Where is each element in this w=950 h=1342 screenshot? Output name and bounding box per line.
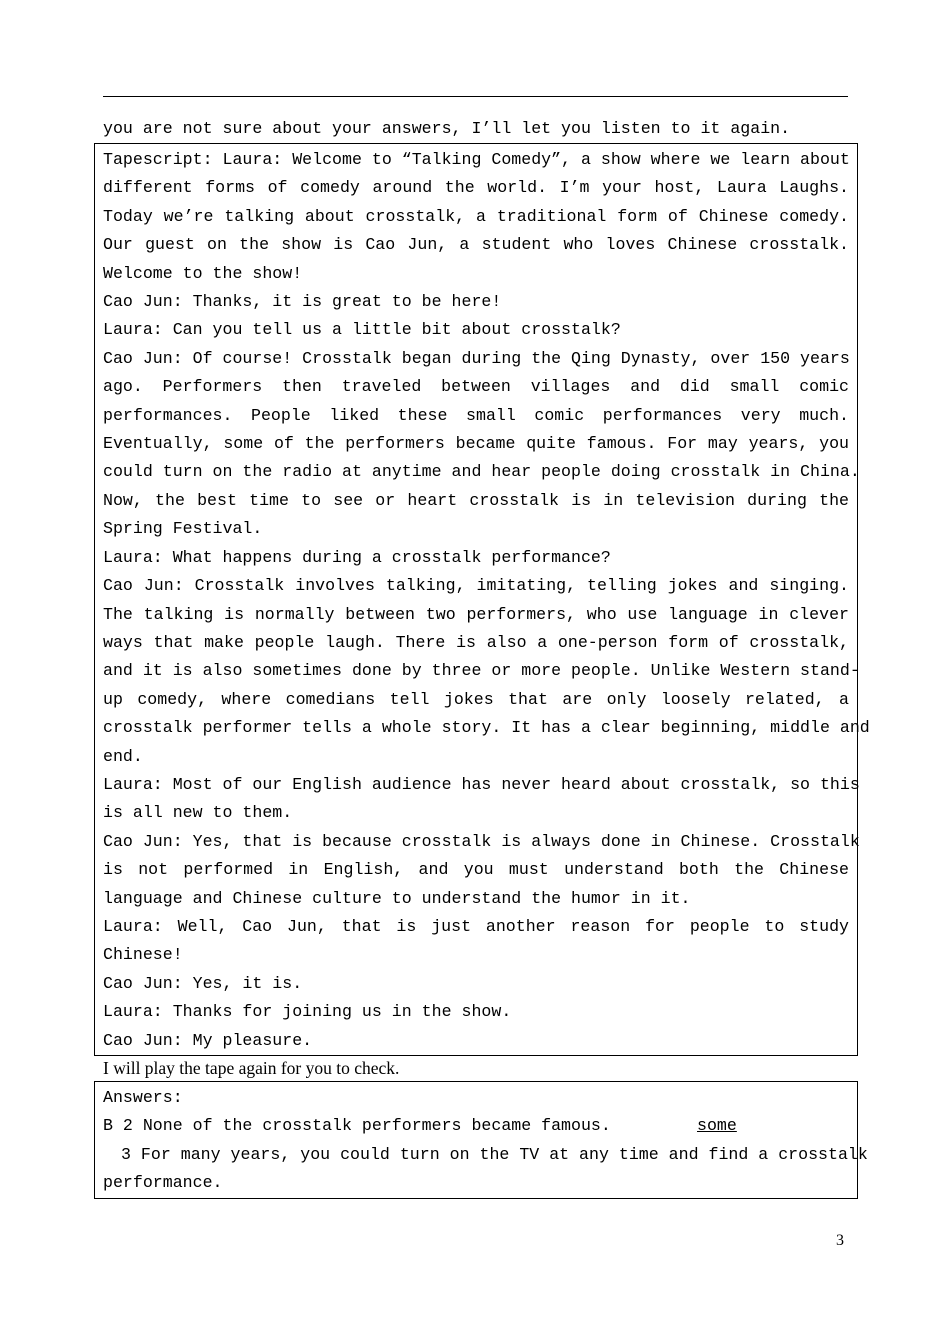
tapescript-line: Laura: Well, Cao Jun, that is just another reason for people to study <box>103 916 849 936</box>
replay-instruction: I will play the tape again for you to check. <box>103 1058 400 1078</box>
tapescript-line: Laura: Can you tell us a little bit about crosstalk? <box>103 320 621 340</box>
tapescript-line: could turn on the radio at anytime and hear people doing crosstalk in China. <box>103 462 860 482</box>
tapescript-line: different forms of comedy around the world. I’m your host, Laura Laughs. <box>103 178 849 198</box>
tapescript-line: performances. People liked these small comic performances very much. <box>103 405 849 425</box>
tapescript-line: ways that make people laugh. There is also a one-person form of crosstalk, <box>103 632 849 652</box>
tapescript-line: Now, the best time to see or heart crosstalk is in television during the <box>103 490 849 510</box>
tapescript-line: is not performed in English, and you must understand both the Chinese <box>103 860 849 880</box>
tapescript-line: Spring Festival. <box>103 519 263 539</box>
tapescript-line: Chinese! <box>103 945 183 965</box>
answers-label: Answers: <box>103 1088 183 1107</box>
tapescript-line: The talking is normally between two performers, who use language in clever <box>103 604 849 624</box>
tapescript-line: language and Chinese culture to understand the humor in it. <box>103 888 691 908</box>
answer-line-2: 3 For many years, you could turn on the TV at any time and find a crosstalk <box>121 1144 868 1164</box>
tapescript-line: Tapescript: Laura: Welcome to “Talking Comedy”, a show where we learn about <box>103 150 850 169</box>
tapescript-line: Today we’re talking about crosstalk, a traditional form of Chinese comedy. <box>103 206 849 226</box>
tapescript-line: Eventually, some of the performers became quite famous. For may years, you <box>103 434 849 454</box>
tapescript-line: and it is also sometimes done by three or more people. Unlike Western stand- <box>103 661 860 681</box>
tapescript-line: Cao Jun: Yes, that is because crosstalk is always done in Chinese. Crosstalk <box>103 831 860 851</box>
header-rule <box>103 96 848 97</box>
tapescript-line: is all new to them. <box>103 803 293 823</box>
tapescript-line: Cao Jun: Thanks, it is great to be here! <box>103 292 502 312</box>
tapescript-line: Cao Jun: Of course! Crosstalk began during the Qing Dynasty, over 150 years <box>103 348 850 368</box>
tapescript-line: Laura: Most of our English audience has never heard about crosstalk, so this <box>103 774 860 794</box>
page-number: 3 <box>836 1232 844 1249</box>
tapescript-line: end. <box>103 746 143 766</box>
tapescript-box <box>94 143 870 1056</box>
tapescript-line: Cao Jun: Crosstalk involves talking, imitating, telling jokes and singing. <box>103 576 849 596</box>
tapescript-line: Laura: Thanks for joining us in the show. <box>103 1002 512 1022</box>
answers-box <box>94 1081 868 1199</box>
tapescript-line: ago. Performers then traveled between villages and did small comic <box>103 377 849 397</box>
tapescript-line: Our guest on the show is Cao Jun, a student who loves Chinese crosstalk. <box>103 235 849 255</box>
intro-sentence: you are not sure about your answers, I’ll let you listen to it again. <box>103 119 791 138</box>
answer-sentence: B 2 None of the crosstalk performers became famous. <box>103 1116 611 1136</box>
tapescript-line: Cao Jun: My pleasure. <box>103 1030 313 1050</box>
answer-correction: some <box>697 1116 737 1136</box>
answer-line-1 <box>103 1112 849 1140</box>
tapescript-line: Laura: What happens during a crosstalk performance? <box>103 547 611 567</box>
answer-line-3: performance. <box>103 1173 223 1193</box>
tapescript-line: up comedy, where comedians tell jokes that are only loosely related, a <box>103 689 849 709</box>
tapescript-line: Cao Jun: Yes, it is. <box>103 973 303 993</box>
tapescript-line: crosstalk performer tells a whole story. It has a clear beginning, middle and <box>103 718 870 738</box>
tapescript-line: Welcome to the show! <box>103 263 303 283</box>
